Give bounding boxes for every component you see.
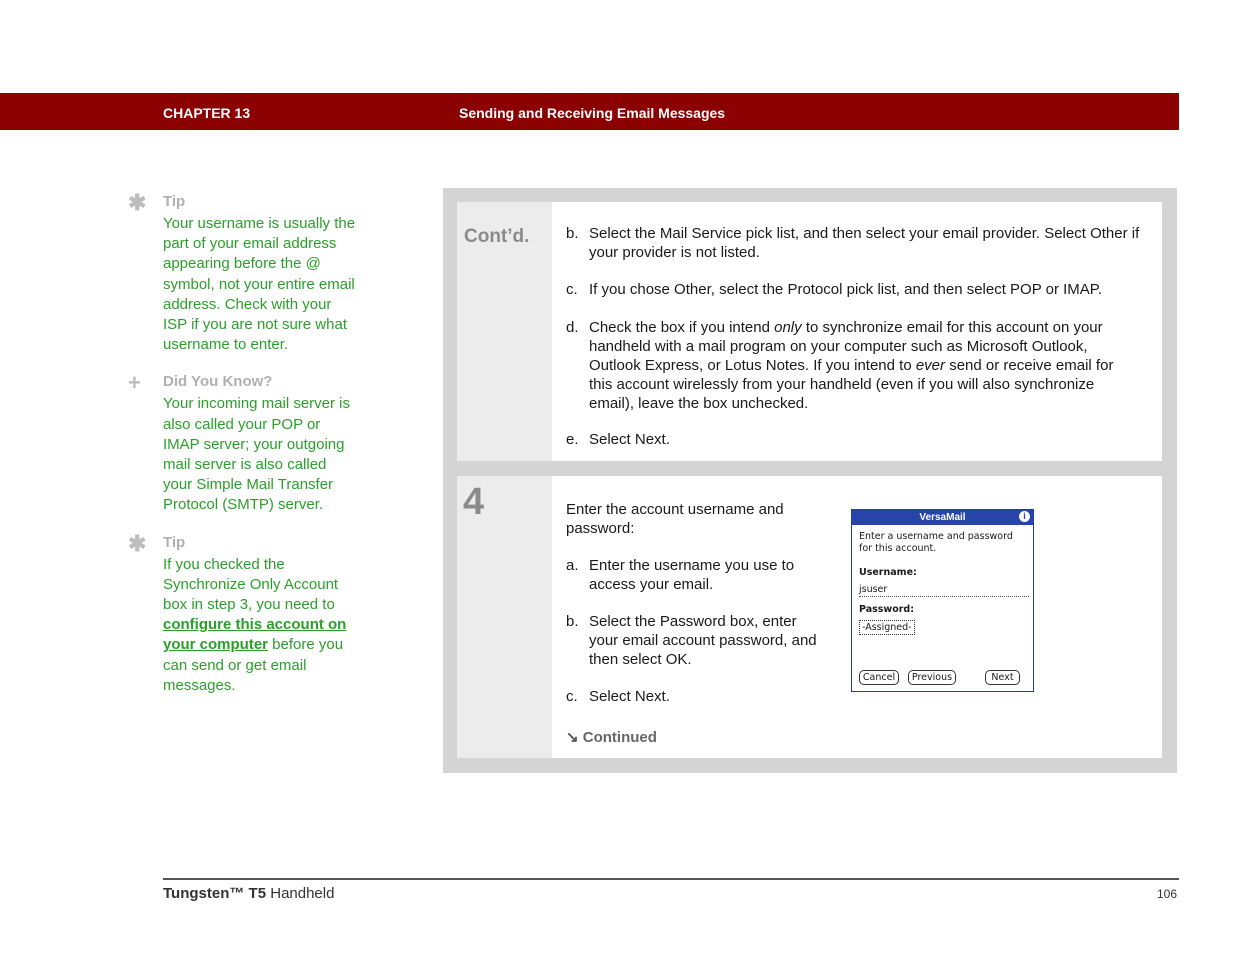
text-run: send or receive email for this account wirelessly from your handheld (even if you will also synchronize email), leave the box unchecked. [589,357,1114,412]
emphasis: only [774,319,802,336]
asterisk-icon: ✱ [128,530,147,556]
page-number: 106 [1157,887,1178,901]
info-icon[interactable]: i [1019,511,1030,522]
substep-text: If you chose Other, select the Protocol pick list, and then select POP or IMAP. [589,281,1103,298]
chapter-title: Sending and Receiving Email Messages [459,105,726,121]
text-run: to synchronize email for this account on your handheld with a mail program on your computer such as Microsoft Outlook, Outlook Express, or Lotus Notes. If you intend to [589,319,1103,374]
tip-heading: Tip [163,533,186,551]
previous-button[interactable]: Previous [908,670,956,685]
step-label-cell [457,476,552,758]
did-you-know-heading: Did You Know? [163,373,273,391]
username-underline [859,596,1029,597]
sidebar [128,190,358,714]
substep-letter: d. [566,319,579,336]
arrow-down-right-icon: ↘ [566,729,579,746]
product-suffix: Handheld [266,885,335,902]
device-prompt: Enter a username and password for this account. [859,531,1013,554]
username-field[interactable]: jsuser [859,584,888,595]
password-label: Password: [859,604,915,615]
substep-letter: b. [566,613,579,630]
asterisk-icon: ✱ [128,190,147,215]
username-label: Username: [859,567,917,578]
device-title-bar [852,510,1033,525]
versamail-screenshot [851,509,1034,692]
continued-link[interactable] [566,728,657,746]
emphasis: ever [915,357,946,374]
substep-letter: e. [566,431,579,448]
step-intro: Enter the account username and password: [566,501,784,537]
footer-divider [163,878,1179,880]
configure-account-link[interactable]: configure this account on your computer [163,616,347,654]
device-title: VersaMail [919,512,966,523]
tip-text: If you checked the Synchronize Only Account box in step 3, you need to [163,555,339,614]
substep-letter: b. [566,225,579,242]
product-name: Tungsten™ T5 [163,885,267,902]
next-button[interactable]: Next [985,670,1020,685]
steps-panel [443,188,1177,773]
did-you-know-block [128,370,358,515]
tip-body: Your username is usually the part of your email address appearing before the @ symbol, not your entire email address. Check with your ISP if you are not sure what username to enter. [163,215,356,354]
cancel-button[interactable]: Cancel [859,670,899,685]
step-content [552,202,1162,461]
tip-body [163,555,358,696]
continued-label: Continued [582,729,657,746]
substep-text: Select the Mail Service pick list, and then select your email provider. Select Other if your provider is not listed. [589,225,1140,261]
tip-block [128,190,358,355]
did-you-know-body: Your incoming mail server is also called your POP or IMAP server; your outgoing mail server is also called your Simple Mail Transfer Protocol (SMTP) server. [163,395,351,514]
tip-block [128,530,358,696]
substep-text [589,318,1139,413]
substep-letter: a. [566,557,579,574]
continued-label: Cont’d. [464,226,530,247]
substep-text: Select the Password box, enter your email account password, and then select OK. [589,613,817,668]
text-run: Check the box if you intend [589,319,775,336]
plus-icon: + [128,370,141,396]
step-4-row [457,476,1162,758]
tip-text: before you can send or get email messages. [163,636,344,694]
step-number: 4 [463,481,485,523]
substep-letter: c. [566,281,578,298]
substep-letter: c. [566,688,578,705]
tip-heading: Tip [163,193,186,210]
step-label-cell [457,202,552,461]
password-field[interactable]: -Assigned- [859,620,915,635]
footer-product [163,885,334,902]
substep-text: Select Next. [589,431,670,448]
substep-text: Enter the username you use to access your email. [589,557,795,593]
step-continued-row [457,202,1162,461]
chapter-number: CHAPTER 13 [163,105,251,121]
substep-text: Select Next. [589,688,670,705]
